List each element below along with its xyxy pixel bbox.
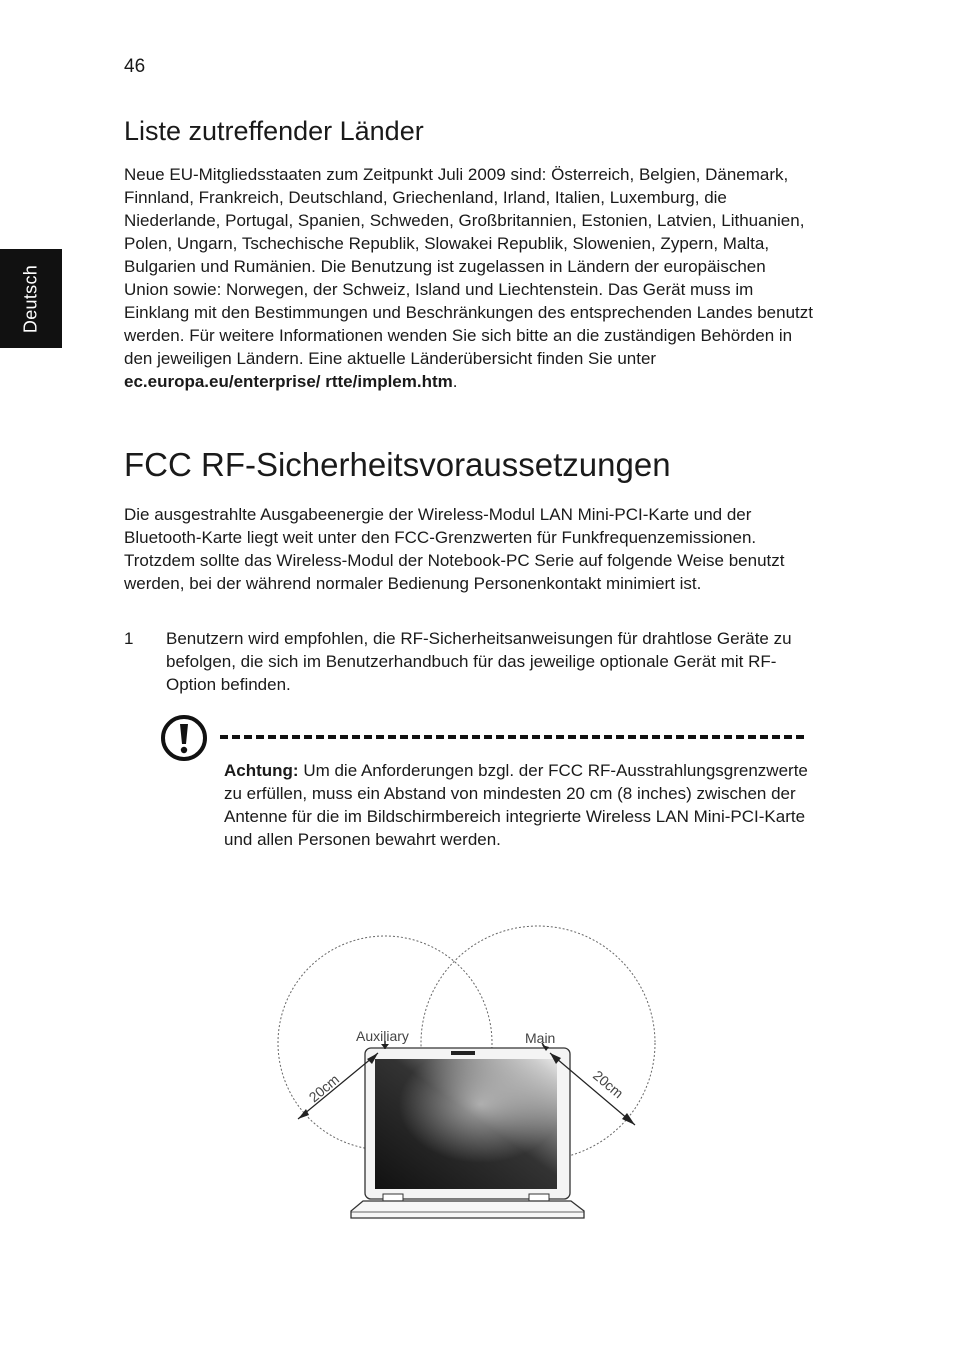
list-item bbox=[124, 627, 814, 696]
list-item-text: Benutzern wird empfohlen, die RF-Sicherheitsanweisungen für drahtlose Geräte zu befolgen, die sich im Benutzerhandbuch für das jeweilige optionale Gerät mit RF-Option befinden. bbox=[166, 629, 792, 694]
label-auxiliary: Auxiliary bbox=[356, 1028, 409, 1044]
laptop-base bbox=[351, 1201, 584, 1218]
antenna-distance-diagram bbox=[270, 925, 670, 1230]
page-number: 46 bbox=[124, 56, 146, 77]
eu-link[interactable]: ec.europa.eu/enterprise/ rtte/implem.htm bbox=[124, 372, 453, 391]
label-main: Main bbox=[525, 1030, 556, 1046]
note-text: Um die Anforderungen bzgl. der FCC RF-Ausstrahlungsgrenzwerte zu erfüllen, muss ein Abstand von mindesten 20 cm (8 inches) zwischen der Antenne für die im Bildschirmbereich integrierte Wireless LAN Mini-PCI-Karte und allen Personen bewahrt werden. bbox=[224, 761, 808, 849]
note-label: Achtung: bbox=[224, 761, 299, 780]
label-distance-left: 20cm bbox=[305, 1071, 343, 1106]
countries-end: . bbox=[452, 372, 458, 391]
section-title-fcc: FCC RF-Sicherheitsvoraussetzungen bbox=[124, 446, 671, 483]
language-side-tab bbox=[0, 249, 62, 348]
section-title-countries: Liste zutreffender Länder bbox=[124, 116, 424, 146]
caution-note bbox=[224, 759, 809, 851]
exclamation-circle-icon bbox=[160, 714, 208, 767]
fcc-paragraph: Die ausgestrahlte Ausgabeenergie der Wireless-Modul LAN Mini-PCI-Karte und der Bluetooth-Karte liegt weit unter den FCC-Grenzwerten für Funkfrequenzemissionen. Trotzdem sollte das Wireless-Modul der Notebook-PC Serie auf folgende Weise benutzt werden, bei der während normaler Bedienung Personenkontakt minimiert ist. bbox=[124, 505, 785, 593]
label-distance-right: 20cm bbox=[590, 1067, 627, 1102]
note-divider bbox=[220, 735, 804, 739]
side-tab-label: Deutsch bbox=[20, 264, 41, 333]
countries-paragraph bbox=[124, 163, 814, 393]
countries-body: Neue EU-Mitgliedsstaaten zum Zeitpunkt Juli 2009 sind: Österreich, Belgien, Dänemark, Finnland, Frankreich, Deutschland, Griechenland, Irland, Italien, Luxemburg, die Niederlande, Portugal, Spanien, Schweden, Großbritannien, Estonien, Latvien, Lithuanien, Polen, Ungarn, Tschechische Republik, Slowakei Republik, Slowenien, Zypern, Malta, Bulgarien und Rumänien. Die Benutzung ist zugelassen in Ländern der europäischen Union sowie: Norwegen, der Schweiz, Island und Liechtenstein. Das Gerät muss im Einklang mit den Bestimmungen und Beschränkungen des entsprechenden Landes benutzt werden. Für weitere Informationen wenden Sie sich bitte an die zuständigen Behörden in den jeweiligen Ländern. Eine aktuelle Länderübersicht finden Sie unter bbox=[124, 165, 813, 368]
list-item-number: 1 bbox=[124, 629, 134, 648]
